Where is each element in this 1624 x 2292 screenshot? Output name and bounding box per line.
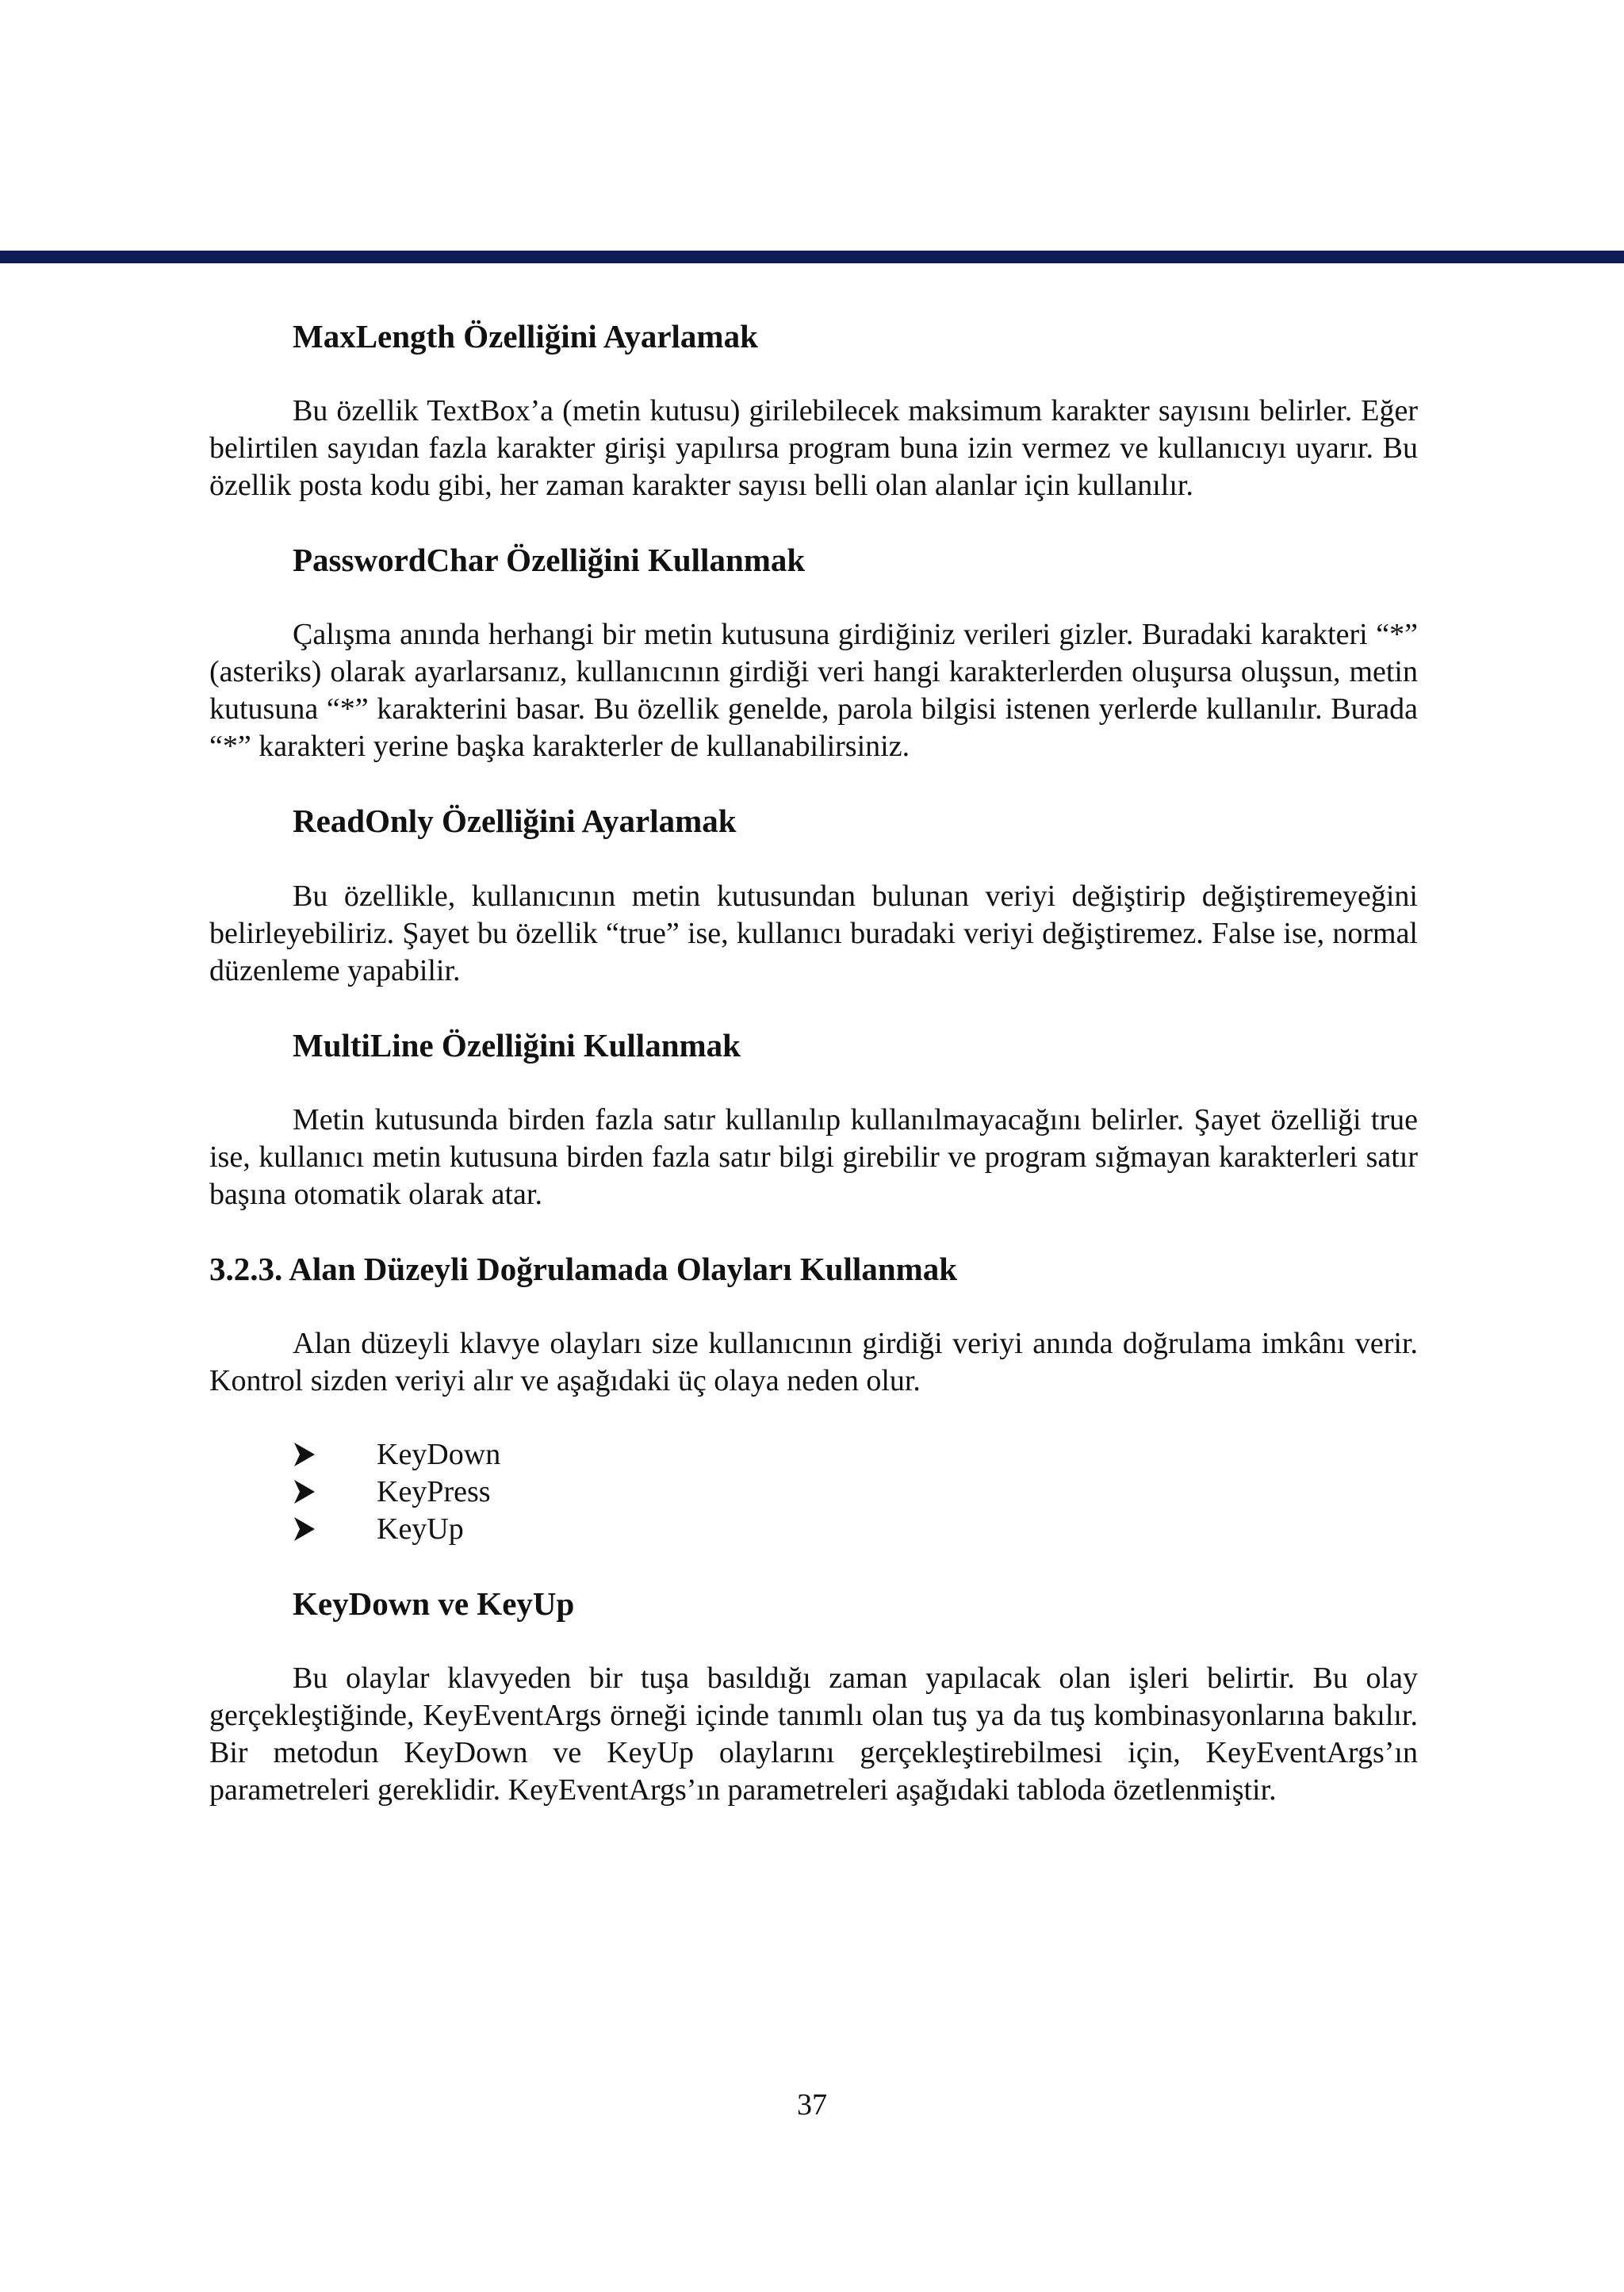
- multiline-paragraph: Metin kutusunda birden fazla satır kullanılıp kullanılmayacağını belirler. Şayet özelliği true ise, kullanıcı metin kutusuna birden fazla satır bilgi girebilir ve program sığmayan karakterleri satır başına otomatik olarak atar.: [209, 1102, 1418, 1211]
- list-item: [293, 1474, 1418, 1511]
- arrow-bullet-icon: [293, 1478, 316, 1505]
- maxlength-paragraph: Bu özellik TextBox’a (metin kutusu) girilebilecek maksimum karakter sayısını belirler. Eğer belirtilen sayıdan fazla karakter girişi yapılırsa program buna izin vermez ve kullanıcıyı uyarır. Bu özellik posta kodu gibi, her zaman karakter sayısı belli olan alanlar için kullanılır.: [209, 394, 1418, 503]
- page-number: 37: [797, 2088, 827, 2121]
- passwordchar-heading: PasswordChar Özelliğini Kullanmak: [293, 542, 806, 579]
- event-list: [293, 1436, 1418, 1548]
- keydown-keyup-paragraph: Bu olaylar klavyeden bir tuşa basıldığı zaman yapılacak olan işleri belirtir. Bu olay gerçekleştiğinde, KeyEventArgs örneği içinde tanımlı olan tuş ya da tuş kombinasyonlarına bakılır. Bir metodun KeyDown ve KeyUp olaylarını gerçekleştirebilmesi için, KeyEventArgs’ın parametreleri gereklidir. KeyEventArgs’ın parametreleri aşağıdaki tabloda özetlenmiştir.: [209, 1662, 1418, 1807]
- arrow-bullet-icon: [293, 1516, 316, 1543]
- event-name: KeyDown: [377, 1437, 501, 1471]
- section-heading-3-2-3: 3.2.3. Alan Düzeyli Doğrulamada Olayları Kullanmak: [209, 1250, 958, 1287]
- page-content: [209, 317, 1418, 1845]
- section-intro-paragraph: Alan düzeyli klavye olayları size kullanıcının girdiği veriyi anında doğrulama imkânı verir. Kontrol sizden veriyi alır ve aşağıdaki üç olaya neden olur.: [209, 1326, 1418, 1397]
- readonly-paragraph: Bu özellikle, kullanıcının metin kutusundan bulunan veriyi değiştirip değiştiremeyeğini belirleyebiliriz. Şayet bu özellik “true” ise, kullanıcı buradaki veriyi değiştiremez. False ise, normal düzenleme yapabilir.: [209, 879, 1418, 987]
- list-item: [293, 1436, 1418, 1474]
- multiline-heading: MultiLine Özelliğini Kullanmak: [293, 1026, 741, 1064]
- list-item: [293, 1511, 1418, 1548]
- header-rule: [0, 251, 1624, 263]
- passwordchar-paragraph: Çalışma anında herhangi bir metin kutusuna girdiğiniz verileri gizler. Buradaki karakteri “*” (asteriks) olarak ayarlarsanız, kullanıcının girdiği veri hangi karakterlerden oluşursa oluşsun, metin kutusuna “*” karakterini basar. Bu özellik genelde, parola bilgisi istenen yerlerde kullanılır. Burada “*” karakteri yerine başka karakterler de kullanabilirsiniz.: [209, 618, 1418, 764]
- keydown-keyup-heading: KeyDown ve KeyUp: [293, 1585, 575, 1622]
- arrow-bullet-icon: [293, 1441, 316, 1468]
- maxlength-heading: MaxLength Özelliğini Ayarlamak: [293, 318, 758, 355]
- event-name: KeyPress: [377, 1474, 491, 1508]
- event-name: KeyUp: [377, 1512, 464, 1546]
- readonly-heading: ReadOnly Özelliğini Ayarlamak: [293, 803, 737, 840]
